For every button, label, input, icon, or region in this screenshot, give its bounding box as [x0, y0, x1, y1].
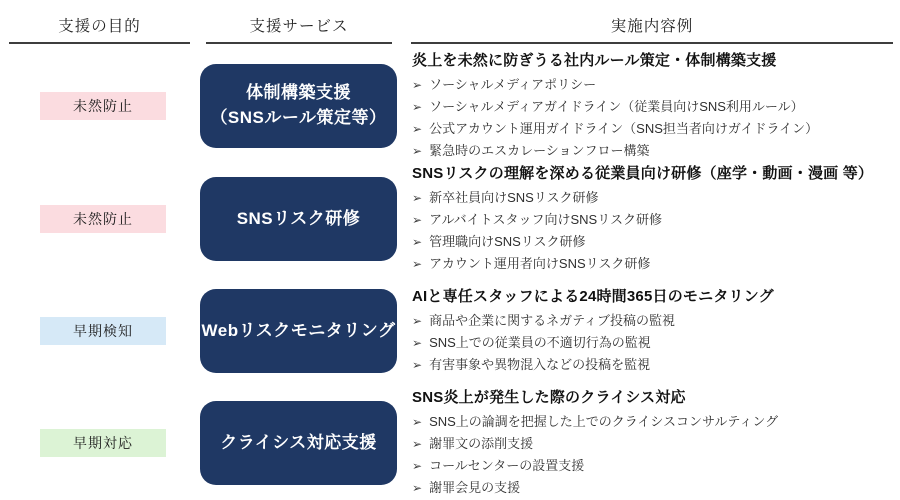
service-box — [200, 289, 397, 373]
examples-title: AIと専任スタッフによる24時間365日のモニタリング — [412, 288, 774, 305]
example-item — [412, 354, 894, 376]
example-text: アルバイトスタッフ向けSNSリスク研修 — [429, 212, 662, 227]
arrow-bullet-icon: ➢ — [412, 314, 423, 328]
example-text: コールセンターの設置支援 — [429, 458, 585, 473]
column-header-examples: 実施内容例 — [411, 10, 893, 44]
example-text: 新卒社員向けSNSリスク研修 — [429, 190, 599, 205]
service-name-line: クライシス対応支援 — [220, 432, 377, 452]
arrow-bullet-icon: ➢ — [412, 459, 423, 473]
service-name-line: 体制構築支援 — [246, 83, 351, 103]
arrow-bullet-icon: ➢ — [412, 100, 423, 114]
example-text: 管理職向けSNSリスク研修 — [429, 234, 586, 249]
example-item — [412, 118, 894, 140]
examples-block — [412, 163, 894, 275]
example-text: SNS上の論調を把握した上でのクライシスコンサルティング — [429, 414, 779, 429]
column-header-service: 支援サービス — [206, 10, 392, 44]
arrow-bullet-icon: ➢ — [412, 122, 423, 136]
example-item — [412, 74, 894, 96]
service-row — [0, 52, 900, 158]
arrow-bullet-icon: ➢ — [412, 415, 423, 429]
example-text: 謝罪文の添削支援 — [429, 436, 534, 451]
example-text: 商品や企業に関するネガティブ投稿の監視 — [429, 313, 676, 328]
arrow-bullet-icon: ➢ — [412, 144, 423, 158]
example-item — [412, 231, 894, 253]
service-box — [200, 64, 397, 148]
service-box — [200, 401, 397, 485]
column-header-purpose: 支援の目的 — [9, 10, 190, 44]
purpose-badge: 未然防止 — [40, 205, 166, 233]
examples-block — [412, 387, 894, 499]
example-item — [412, 455, 894, 477]
arrow-bullet-icon: ➢ — [412, 481, 423, 495]
example-item — [412, 310, 894, 332]
example-text: 有害事象や異物混入などの投稿を監視 — [429, 357, 651, 372]
purpose-badge: 早期検知 — [40, 317, 166, 345]
example-text: アカウント運用者向けSNSリスク研修 — [429, 256, 651, 271]
arrow-bullet-icon: ➢ — [412, 191, 423, 205]
purpose-badge: 未然防止 — [40, 92, 166, 120]
example-text: ソーシャルメディアポリシー — [429, 77, 597, 92]
example-text: ソーシャルメディアガイドライン（従業員向けSNS利用ルール） — [429, 99, 804, 114]
service-name-line: SNSリスク研修 — [236, 208, 361, 228]
arrow-bullet-icon: ➢ — [412, 213, 423, 227]
arrow-bullet-icon: ➢ — [412, 336, 423, 350]
example-text: 公式アカウント運用ガイドライン（SNS担当者向けガイドライン） — [429, 121, 819, 136]
examples-title: SNS炎上が発生した際のクライシス対応 — [412, 389, 686, 406]
service-name-line: Webリスクモニタリング — [201, 320, 396, 340]
examples-block — [412, 286, 894, 376]
example-item — [412, 332, 894, 354]
example-item — [412, 433, 894, 455]
example-item — [412, 411, 894, 433]
service-box — [200, 177, 397, 261]
purpose-badge: 早期対応 — [40, 429, 166, 457]
arrow-bullet-icon: ➢ — [412, 257, 423, 271]
example-text: 謝罪会見の支援 — [429, 480, 521, 495]
arrow-bullet-icon: ➢ — [412, 437, 423, 451]
examples-block — [412, 50, 894, 162]
example-item — [412, 209, 894, 231]
example-item — [412, 96, 894, 118]
service-row — [0, 389, 900, 495]
example-text: SNS上での従業員の不適切行為の監視 — [429, 335, 651, 350]
service-name-line: （SNSルール策定等） — [210, 108, 387, 127]
example-item — [412, 253, 894, 275]
service-row — [0, 165, 900, 271]
example-text: 緊急時のエスカレーションフロー構築 — [429, 143, 650, 158]
example-item — [412, 477, 894, 499]
arrow-bullet-icon: ➢ — [412, 235, 423, 249]
examples-title: SNSリスクの理解を深める従業員向け研修（座学・動画・漫画 等） — [412, 165, 874, 182]
examples-title: 炎上を未然に防ぎうる社内ルール策定・体制構築支援 — [412, 52, 777, 69]
arrow-bullet-icon: ➢ — [412, 78, 423, 92]
arrow-bullet-icon: ➢ — [412, 358, 423, 372]
example-item — [412, 187, 894, 209]
example-item — [412, 140, 894, 162]
service-row — [0, 289, 900, 373]
